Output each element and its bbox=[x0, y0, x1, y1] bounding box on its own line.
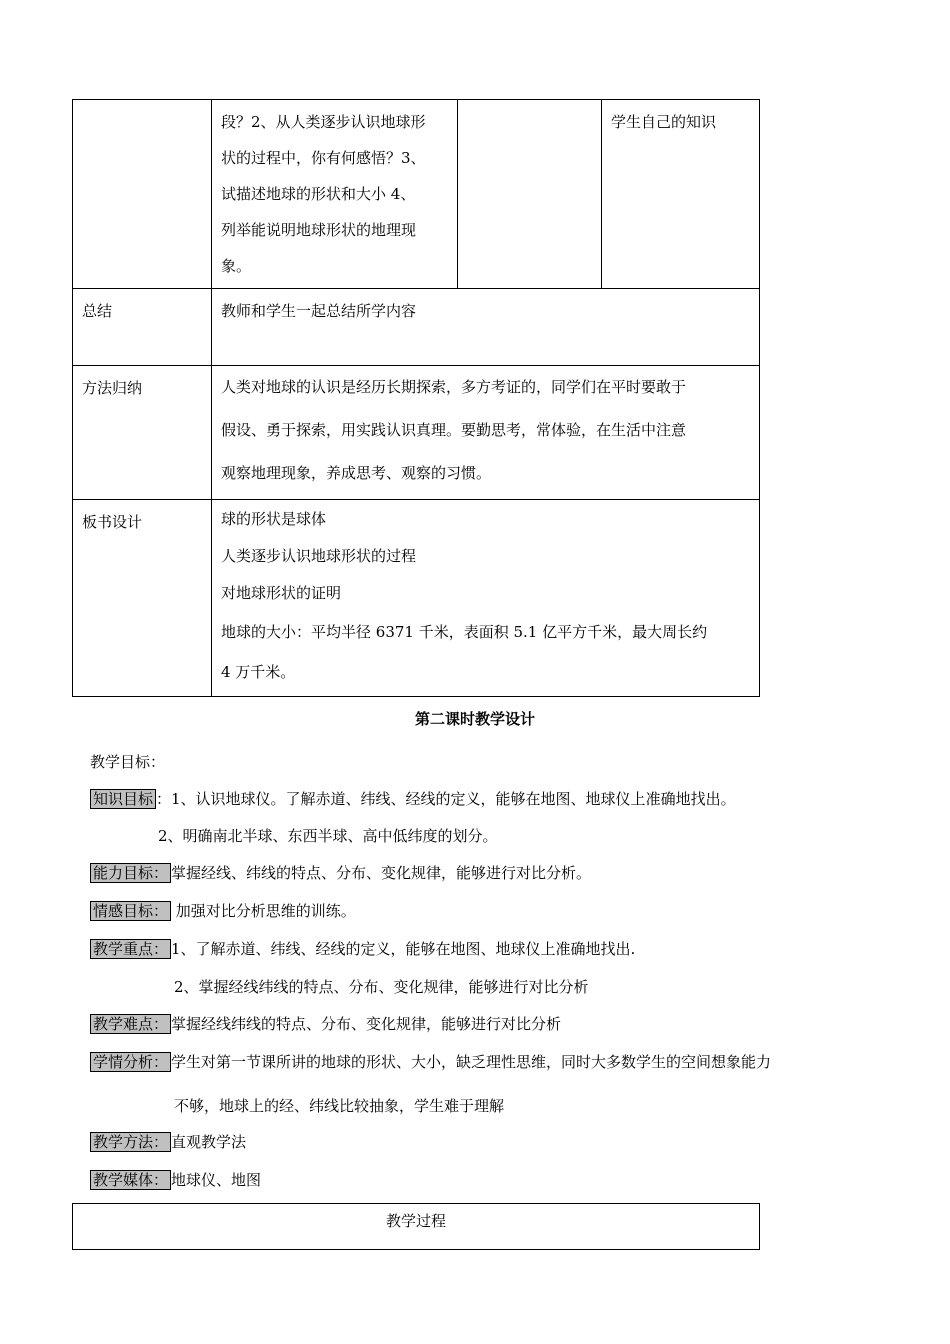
learner-analysis-label: 学情分析： bbox=[90, 1052, 171, 1072]
key-point bbox=[90, 938, 635, 959]
board-line: 球的形状是球体 bbox=[221, 510, 327, 528]
lesson-table bbox=[72, 99, 760, 697]
method-line: 观察地理现象，养成思考、观察的习惯。 bbox=[221, 464, 492, 482]
method-line: 假设、勇于探索，用实践认识真理。要勤思考，常体验，在生活中注意 bbox=[221, 421, 687, 439]
teaching-media-text: 地球仪、地图 bbox=[171, 1171, 262, 1189]
key-point-line2: 2、掌握经线纬线的特点、分布、变化规律，能够进行对比分析 bbox=[174, 978, 589, 996]
knowledge-goal bbox=[90, 788, 736, 809]
learner-analysis bbox=[90, 1051, 771, 1072]
emotion-goal-label: 情感目标： bbox=[90, 901, 171, 921]
student-knowledge-cell: 学生自己的知识 bbox=[602, 100, 760, 289]
teaching-media bbox=[90, 1169, 261, 1190]
emotion-goal-text: 加强对比分析思维的训练。 bbox=[171, 902, 356, 920]
question-line: 列举能说明地球形状的地理现 bbox=[221, 221, 417, 239]
table-cell-empty bbox=[458, 100, 602, 289]
ability-goal bbox=[90, 862, 591, 883]
board-line: 人类逐步认识地球形状的过程 bbox=[221, 547, 417, 565]
knowledge-goal-line2: 2、明确南北半球、东西半球、高中低纬度的划分。 bbox=[158, 827, 498, 845]
table-row bbox=[73, 366, 760, 500]
teaching-media-label: 教学媒体： bbox=[90, 1170, 171, 1190]
board-design-content bbox=[212, 500, 760, 697]
key-point-label: 教学重点： bbox=[90, 939, 171, 959]
difficulty-text: 掌握经线纬线的特点、分布、变化规律，能够进行对比分析 bbox=[171, 1015, 562, 1033]
ability-goal-text: 掌握经线、纬线的特点、分布、变化规律，能够进行对比分析。 bbox=[171, 864, 592, 882]
questions-cell bbox=[212, 100, 458, 289]
teaching-method-label: 教学方法： bbox=[90, 1132, 171, 1152]
emotion-goal bbox=[90, 900, 356, 921]
table-row bbox=[73, 1204, 760, 1250]
board-line: 4 万千米。 bbox=[221, 663, 296, 681]
teaching-method bbox=[90, 1131, 246, 1152]
knowledge-goal-text: ：1、认识地球仪。了解赤道、纬线、经线的定义，能够在地图、地球仪上准确地找出。 bbox=[156, 790, 736, 808]
question-line: 状的过程中，你有何感悟？3、 bbox=[221, 149, 426, 167]
method-line: 人类对地球的认识是经历长期探索，多方考证的，同学们在平时要敢于 bbox=[221, 378, 687, 396]
learner-analysis-line2: 不够，地球上的经、纬线比较抽象，学生难于理解 bbox=[174, 1097, 505, 1115]
process-table bbox=[72, 1203, 760, 1250]
ability-goal-label: 能力目标： bbox=[90, 863, 171, 883]
table-row bbox=[73, 100, 760, 289]
board-line: 地球的大小：平均半径 6371 千米，表面积 5.1 亿平方千米，最大周长约 bbox=[221, 623, 708, 641]
table-cell-empty bbox=[73, 100, 212, 289]
board-line: 对地球形状的证明 bbox=[221, 584, 342, 602]
method-label: 方法归纳 bbox=[73, 366, 212, 500]
difficulty bbox=[90, 1013, 561, 1034]
table-row bbox=[73, 500, 760, 697]
table-row bbox=[73, 289, 760, 366]
question-line: 试描述地球的形状和大小 4、 bbox=[221, 185, 416, 203]
question-line: 段？2、从人类逐步认识地球形 bbox=[221, 113, 426, 131]
board-design-label: 板书设计 bbox=[73, 500, 212, 697]
key-point-text: 1、了解赤道、纬线、经线的定义，能够在地图、地球仪上准确地找出. bbox=[171, 940, 636, 958]
knowledge-goal-label: 知识目标 bbox=[90, 789, 156, 809]
teaching-method-text: 直观教学法 bbox=[171, 1133, 247, 1151]
process-header: 教学过程 bbox=[73, 1204, 760, 1250]
goals-heading: 教学目标： bbox=[90, 753, 166, 771]
summary-content: 教师和学生一起总结所学内容 bbox=[212, 289, 760, 366]
difficulty-label: 教学难点： bbox=[90, 1014, 171, 1034]
summary-label: 总结 bbox=[73, 289, 212, 366]
question-line: 象。 bbox=[221, 257, 252, 275]
learner-analysis-text: 学生对第一节课所讲的地球的形状、大小，缺乏理性思维，同时大多数学生的空间想象能力 bbox=[171, 1053, 772, 1071]
section-title: 第二课时教学设计 bbox=[414, 710, 535, 728]
method-content bbox=[212, 366, 760, 500]
